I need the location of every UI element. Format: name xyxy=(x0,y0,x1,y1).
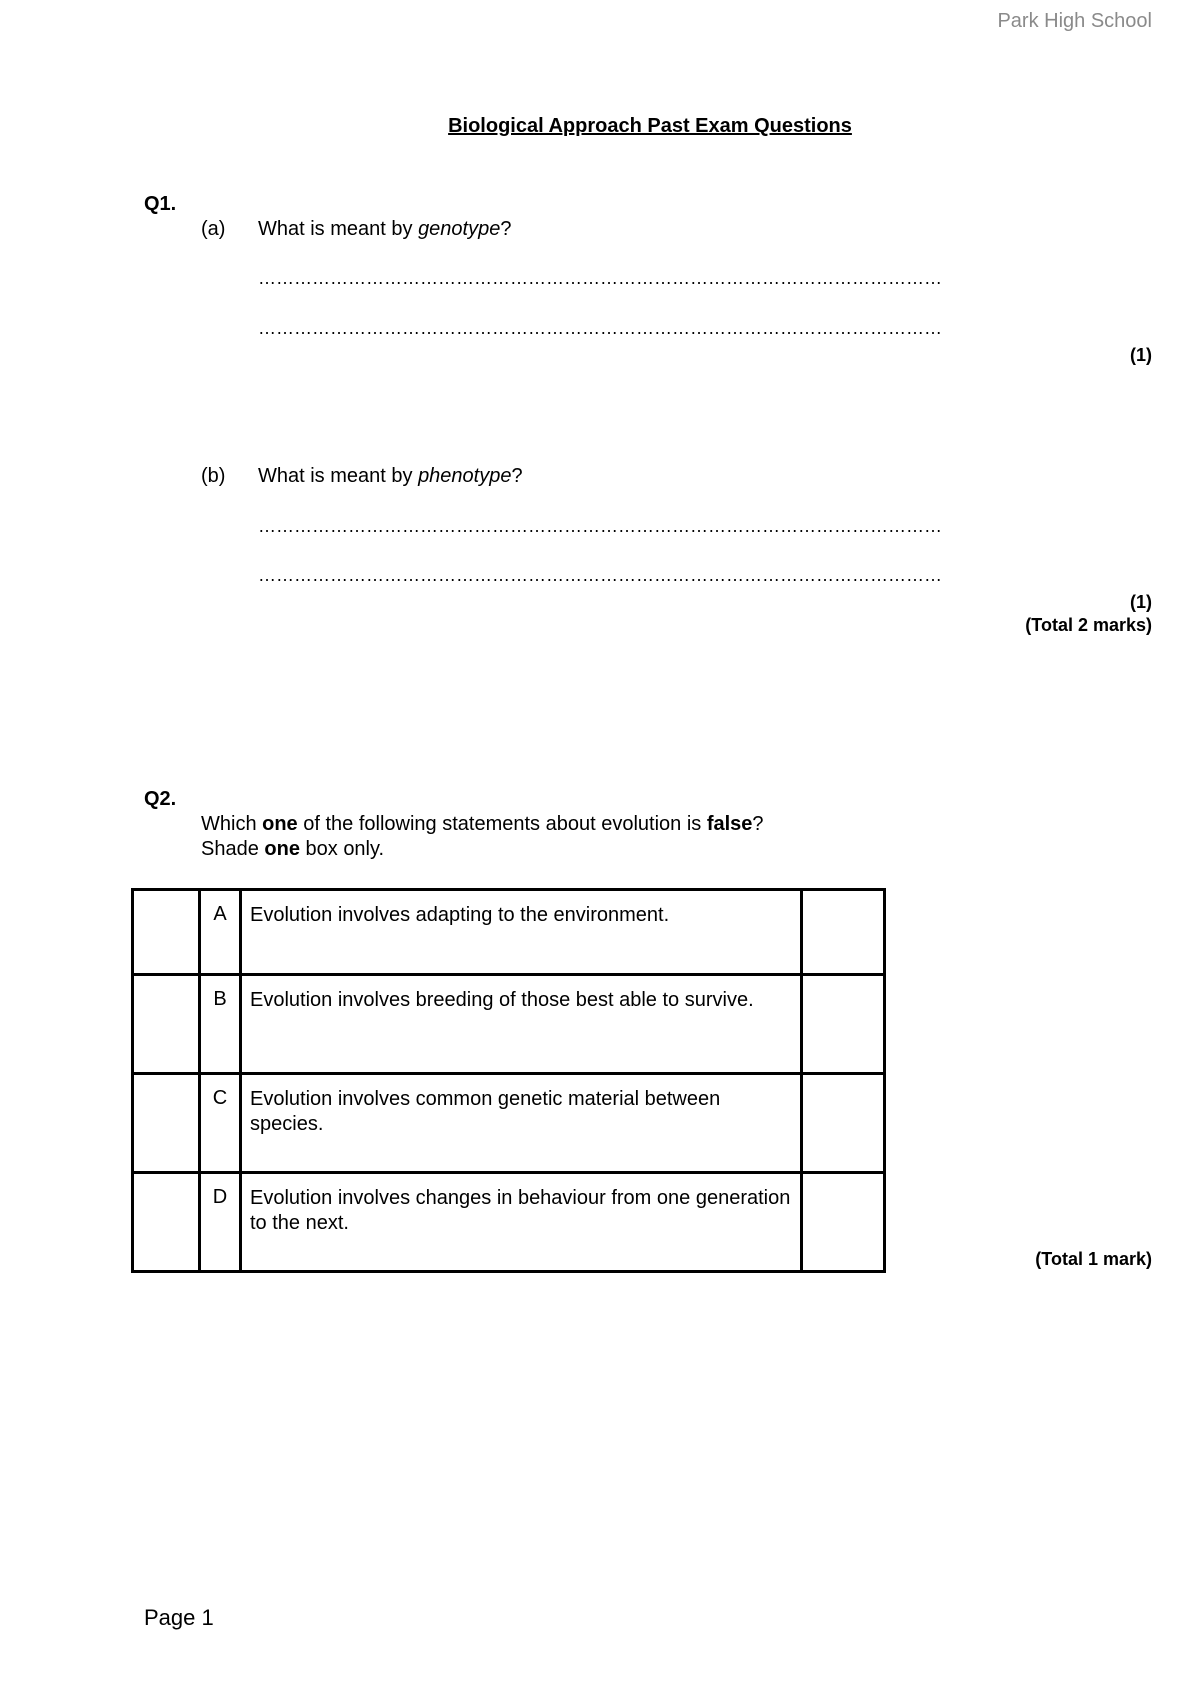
q1b-term: phenotype xyxy=(418,465,512,487)
option-d-shade-box[interactable] xyxy=(133,1173,200,1272)
option-b-text: Evolution involves breeding of those best able to survive. xyxy=(241,975,802,1074)
option-c-shade-box[interactable] xyxy=(133,1074,200,1173)
q2-instruction-1 xyxy=(201,813,764,836)
option-b-blank-cell xyxy=(802,975,885,1074)
q1b-suffix: ? xyxy=(511,465,523,487)
q1b-answer-line-2[interactable]: …………………………………………………………………………………………………… xyxy=(258,565,942,585)
option-a-blank-cell xyxy=(802,890,885,975)
q2-instruction-2 xyxy=(201,838,384,861)
q1a-suffix: ? xyxy=(500,218,512,240)
answer-options-table xyxy=(131,888,886,1273)
q2-i2-c: box only. xyxy=(299,838,385,860)
option-row-a xyxy=(133,890,885,975)
option-row-b xyxy=(133,975,885,1074)
option-a-text: Evolution involves adapting to the environment. xyxy=(241,890,802,975)
q2-total-marks: (Total 1 mark) xyxy=(1035,1249,1152,1269)
q1a-question xyxy=(258,218,511,241)
option-c-blank-cell xyxy=(802,1074,885,1173)
option-row-c xyxy=(133,1074,885,1173)
option-c-text: Evolution involves common genetic material between species. xyxy=(241,1074,802,1173)
q1b-prefix: What is meant by xyxy=(258,465,419,487)
q1-total-marks: (Total 2 marks) xyxy=(1025,615,1152,635)
q1b-mark: (1) xyxy=(1130,592,1152,612)
q2-i1-e: ? xyxy=(752,813,764,835)
q1a-prefix: What is meant by xyxy=(258,218,419,240)
q1b-answer-line-1[interactable]: …………………………………………………………………………………………………… xyxy=(258,516,942,536)
q1a-mark: (1) xyxy=(1130,345,1152,365)
q2-i1-c: of the following statements about evolution is xyxy=(297,813,707,835)
option-d-blank-cell xyxy=(802,1173,885,1272)
q2-i1-d: false xyxy=(706,813,753,835)
school-header: Park High School xyxy=(997,10,1152,32)
q2-i2-b: one xyxy=(264,838,300,860)
option-a-shade-box[interactable] xyxy=(133,890,200,975)
page-number: Page 1 xyxy=(144,1605,214,1630)
q2-i2-a: Shade xyxy=(201,838,265,860)
option-d-text: Evolution involves changes in behaviour from one generation to the next. xyxy=(241,1173,802,1272)
option-b-letter: B xyxy=(200,975,241,1074)
q1a-label: (a) xyxy=(201,218,226,240)
question-2-number: Q2. xyxy=(144,788,177,810)
page-title: Biological Approach Past Exam Questions xyxy=(448,115,852,137)
q1b-label: (b) xyxy=(201,465,226,487)
q1a-answer-line-2[interactable]: …………………………………………………………………………………………………… xyxy=(258,318,942,338)
option-b-shade-box[interactable] xyxy=(133,975,200,1074)
q1a-term: genotype xyxy=(418,218,501,240)
q2-i1-a: Which xyxy=(201,813,263,835)
q2-i1-b: one xyxy=(262,813,298,835)
option-a-letter: A xyxy=(200,890,241,975)
option-row-d xyxy=(133,1173,885,1272)
option-d-letter: D xyxy=(200,1173,241,1272)
q1b-question xyxy=(258,465,523,488)
question-1-number: Q1. xyxy=(144,193,177,215)
q1a-answer-line-1[interactable]: …………………………………………………………………………………………………… xyxy=(258,268,942,288)
option-c-letter: C xyxy=(200,1074,241,1173)
